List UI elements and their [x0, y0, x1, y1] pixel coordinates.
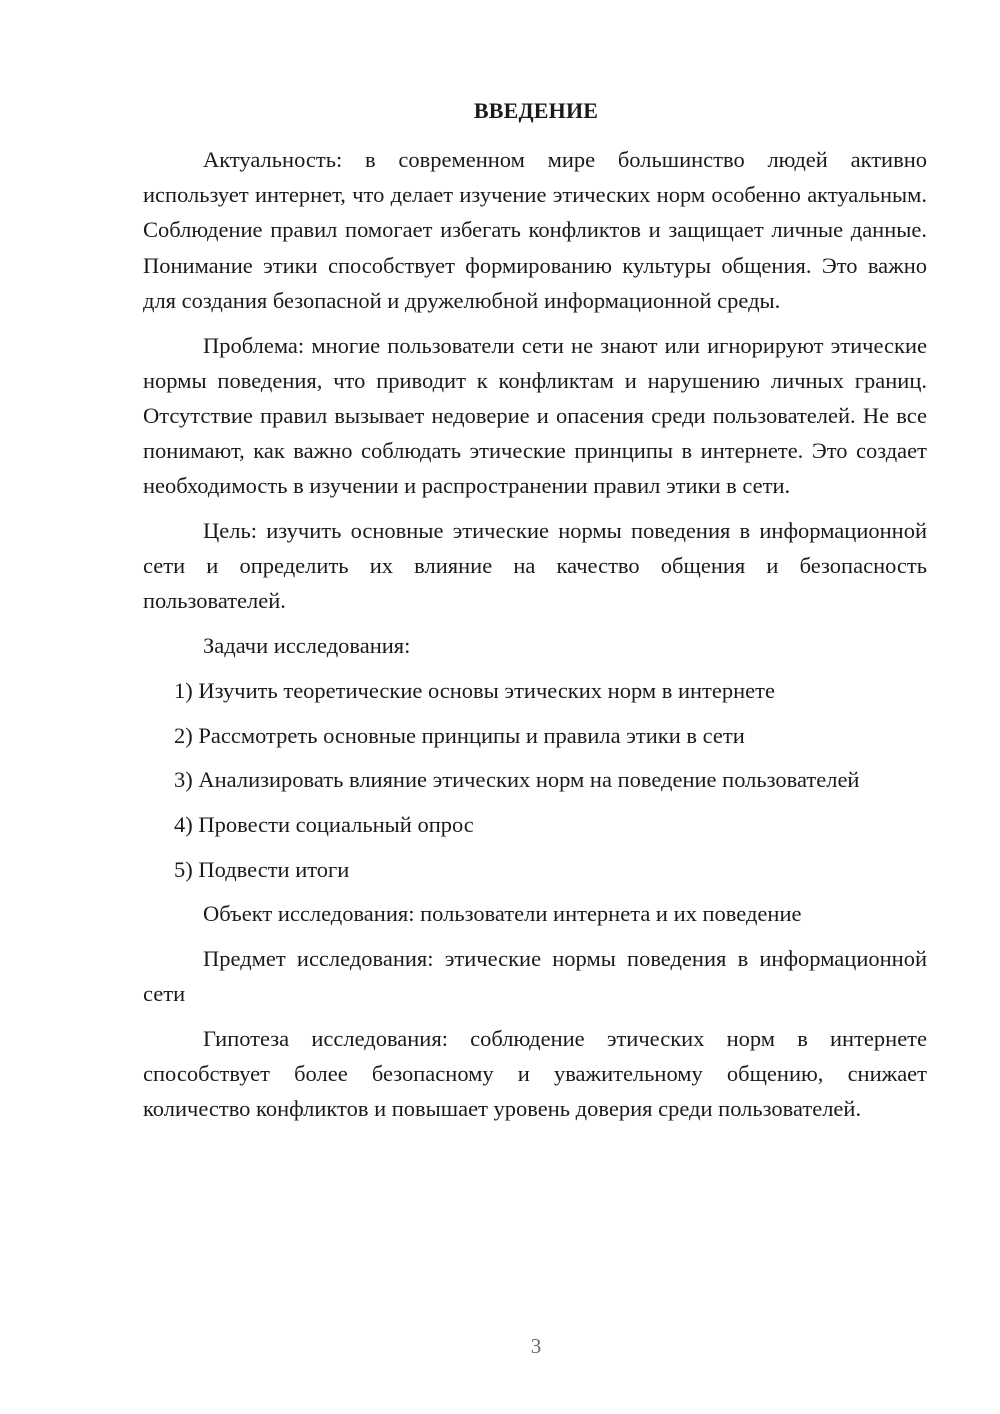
paragraph-hypothesis: Гипотеза исследования: соблюдение этических норм в интернете способствует более безопасному и уважительному общению, снижает количество конфликтов и повышает уровень доверия среди пользователей. — [143, 1025, 927, 1122]
body-text — [143, 142, 927, 1136]
paragraph-goal: Цель: изучить основные этические нормы поведения в информационной сети и определить их влияние на качество общения и безопасность пользователей. — [143, 518, 927, 614]
paragraph-relevance: Актуальность: в современном мире большинство людей активно использует интернет, что делает изучение этических норм особенно актуальным. Соблюдение правил помогает избегать конфликтов и защищает личные данные. Понимание этики способствует формированию культуры общения. Это важно для создания безопасной и дружелюбной информационной среды. — [143, 147, 927, 313]
paragraph-object: Объект исследования: пользователи интернета и их поведение — [203, 901, 802, 927]
paragraph-subject: Предмет исследования: этические нормы поведения в информационной сети — [143, 946, 927, 1007]
paragraph-problem: Проблема: многие пользователи сети не знают или игнорируют этические нормы поведения, что приводит к конфликтам и нарушению личных границ. Отсутствие правил вызывает недоверие и опасения среди пользователей. Не все понимают, как важно соблюдать этические принципы в интернете. Это создает необходимость в изучении и распространении правил этики в сети. — [143, 332, 927, 499]
task-item-3: 3) Анализировать влияние этических норм на поведение пользователей — [174, 767, 860, 793]
paragraph-tasks-heading: Задачи исследования: — [203, 633, 411, 659]
task-item-4: 4) Провести социальный опрос — [174, 811, 474, 837]
task-item-1: 1) Изучить теоретические основы этических норм в интернете — [174, 677, 775, 703]
task-item-5: 5) Подвести итоги — [174, 856, 350, 882]
section-title: ВВЕДЕНИЕ — [473, 98, 599, 123]
page-number: 3 — [530, 1334, 542, 1358]
task-item-2: 2) Рассмотреть основные принципы и правила этики в сети — [174, 722, 745, 748]
